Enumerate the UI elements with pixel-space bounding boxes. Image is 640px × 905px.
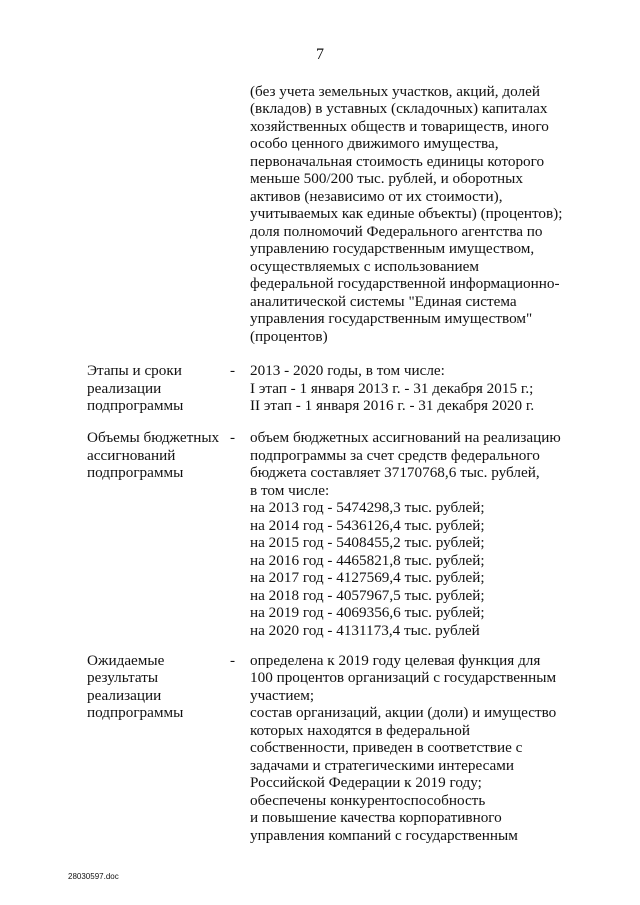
section-budget-value: на 2019 год - 4069356,6 тыс. рублей; xyxy=(250,604,485,621)
section-budget-value: на 2013 год - 5474298,3 тыс. рублей; xyxy=(250,499,485,516)
intro-line: управления государственным имуществом" xyxy=(250,310,533,327)
section-budget-value: в том числе: xyxy=(250,482,330,499)
intro-line: активов (независимо от их стоимости), xyxy=(250,188,503,205)
section-budget-label: подпрограммы xyxy=(87,464,184,481)
section-budget-value: на 2016 год - 4465821,8 тыс. рублей; xyxy=(250,552,485,569)
section-budget-label: Объемы бюджетных xyxy=(87,429,220,446)
intro-line: (процентов) xyxy=(250,328,328,345)
section-results-value: и повышение качества корпоративного xyxy=(250,809,502,826)
section-budget-value: на 2014 год - 5436126,4 тыс. рублей; xyxy=(250,517,485,534)
section-results-value: которых находятся в федеральной xyxy=(250,722,470,739)
section-budget-value: на 2017 год - 4127569,4 тыс. рублей; xyxy=(250,569,485,586)
section-stages-label: подпрограммы xyxy=(87,397,184,414)
section-results-value: собственности, приведен в соответствие с xyxy=(250,739,523,756)
section-results-value: обеспечены конкурентоспособность xyxy=(250,792,486,809)
page-number: 7 xyxy=(316,46,324,63)
intro-line: меньше 500/200 тыс. рублей, и оборотных xyxy=(250,170,523,187)
intro-line: осуществляемых с использованием xyxy=(250,258,480,275)
section-results-value: определена к 2019 году целевая функция для xyxy=(250,652,541,669)
section-results-label: Ожидаемые xyxy=(87,652,165,669)
section-results-value: участием; xyxy=(250,687,315,704)
section-results-value: задачами и стратегическими интересами xyxy=(250,757,514,774)
intro-line: первоначальная стоимость единицы которого xyxy=(250,153,545,170)
footer-file-code: 28030597.doc xyxy=(68,872,119,881)
intro-line: (вкладов) в уставных (складочных) капиталах xyxy=(250,100,548,117)
section-budget-value: подпрограммы за счет средств федерального xyxy=(250,447,540,464)
section-results-value: состав организаций, акции (доли) и имущество xyxy=(250,704,557,721)
section-budget-label: ассигнований xyxy=(87,447,176,464)
section-budget-value: на 2015 год - 5408455,2 тыс. рублей; xyxy=(250,534,485,551)
section-budget-value: объем бюджетных ассигнований на реализацию xyxy=(250,429,561,446)
section-results-label: подпрограммы xyxy=(87,704,184,721)
intro-line: хозяйственных обществ и товариществ, иного xyxy=(250,118,549,135)
section-budget-value: на 2020 год - 4131173,4 тыс. рублей xyxy=(250,622,480,639)
intro-line: аналитической системы "Единая система xyxy=(250,293,517,310)
intro-line: управлению государственным имуществом, xyxy=(250,240,535,257)
intro-line: (без учета земельных участков, акций, долей xyxy=(250,83,540,100)
section-budget-value: на 2018 год - 4057967,5 тыс. рублей; xyxy=(250,587,485,604)
intro-line: особо ценного движимого имущества, xyxy=(250,135,499,152)
intro-line: учитываемых как единые объекты) (процентов); xyxy=(250,205,563,222)
section-stages-value: I этап - 1 января 2013 г. - 31 декабря 2015 г.; xyxy=(250,380,534,397)
section-budget-value: бюджета составляет 37170768,6 тыс. рублей, xyxy=(250,464,540,481)
section-results-dash: - xyxy=(230,652,236,669)
intro-line: федеральной государственной информационно- xyxy=(250,275,560,292)
section-stages-value: 2013 - 2020 годы, в том числе: xyxy=(250,362,445,379)
section-stages-label: реализации xyxy=(87,380,162,397)
section-stages-label: Этапы и сроки xyxy=(87,362,182,379)
section-results-label: результаты xyxy=(87,669,159,686)
section-results-value: 100 процентов организаций с государственным xyxy=(250,669,557,686)
section-budget-dash: - xyxy=(230,429,236,446)
section-results-value: управления компаний с государственным xyxy=(250,827,518,844)
section-stages-dash: - xyxy=(230,362,236,379)
section-results-value: Российской Федерации к 2019 году; xyxy=(250,774,482,791)
section-results-label: реализации xyxy=(87,687,162,704)
section-stages-value: II этап - 1 января 2016 г. - 31 декабря 2020 г. xyxy=(250,397,535,414)
intro-line: доля полномочий Федерального агентства по xyxy=(250,223,543,240)
